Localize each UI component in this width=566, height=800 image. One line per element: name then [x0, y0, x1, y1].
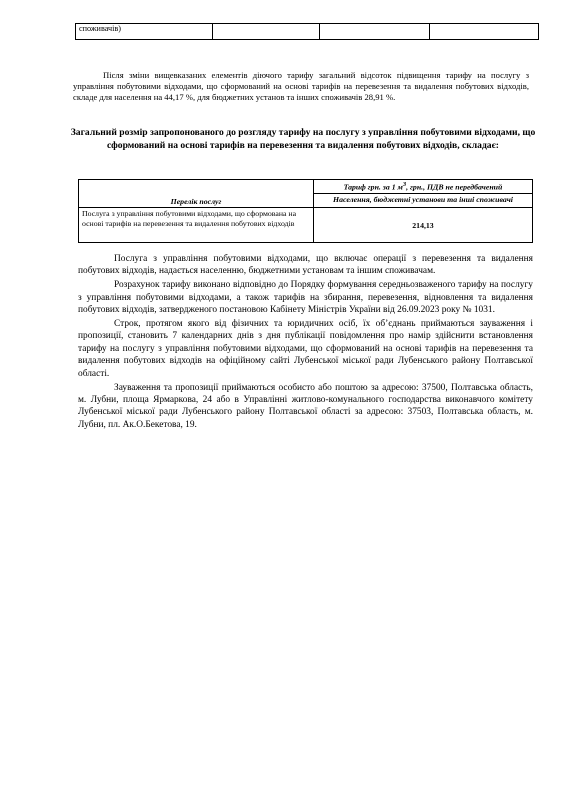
table-cell-empty: [213, 24, 320, 40]
intro-paragraph: Після зміни вищевказаних елементів діючого тарифу загальний відсоток підвищення тарифу на послугу з управління побутовими відходами, що сформований на основі тарифів на перевезення та видалення побутових відходів, складе для населення на 44,17 %, для бюджетних установ та інших споживачів 28,91 %.: [73, 70, 529, 102]
table-cell-empty: [320, 24, 430, 40]
header-tariff: Тариф грн. за 1 $м^3$, грн., ПДВ не передбачений: [314, 180, 533, 194]
tariff-value-cell: 214,13: [314, 208, 533, 243]
paragraph-address: Зауваження та пропозиції приймаються особисто або поштою за адресою: 37500, Полтавська область, м. Лубни, площа Ярмаркова, 24 або в Управлінні житлово-комунального господарства виконавчого комітету Лубенської міської ради Лубенського району Полтавської області за адресою: 37503, Полтавська область, м. Лубни, пл. Ак.О.Бекетова, 19.: [78, 382, 533, 430]
table-row: [76, 24, 539, 40]
header-services: Перелік послуг: [79, 180, 314, 208]
table-cell: споживачів): [76, 24, 213, 40]
table-header-row: [79, 180, 533, 194]
paragraph-comment-period: Строк, протягом якого від фізичних та юридичних осіб, їх об’єднань приймаються зауваження і пропозиції, становить 7 календарних днів з дня публікації повідомлення про намір здійснити встановлення тарифу на послугу з управління побутовими відходами, що сформований на основі тарифів на перевезення та видалення побутових відходів на офіційному сайті Лубенської міської ради Лубенського району Полтавської області.: [78, 319, 533, 379]
paragraph-calculation-basis: Розрахунок тарифу виконано відповідно до Порядку формування середньозваженого тарифу на послугу з управління побутовими відходами, а також тарифів на збирання, перевезення, відновлення та видалення побутових відходів, затвердженого постановою Кабінету Міністрів України від 26.09.2023 року № 1031.: [78, 280, 533, 316]
body-text: [78, 253, 533, 433]
section-heading: Загальний розмір запропонованого до розгляду тарифу на послугу з управління побутовими відходами, що сформований на основі тарифів на перевезення та видалення побутових відходів, складає:: [70, 127, 536, 151]
table-cell-empty: [430, 24, 539, 40]
paragraph-service-description: Послуга з управління побутовими відходами, що включає операції з перевезення та видалення побутових відходів, надається населенню, бюджетними установам та іншим споживачам.: [78, 254, 533, 277]
header-subgroup: Населення, бюджетні установи та інші споживачі: [314, 194, 533, 208]
tariff-table: [78, 179, 533, 243]
service-name-cell: Послуга з управління побутовими відходами, що сформована на основі тарифів на перевезення та видалення побутових відходів: [79, 208, 314, 243]
table-row: [79, 208, 533, 243]
previous-table-fragment: [75, 23, 539, 40]
